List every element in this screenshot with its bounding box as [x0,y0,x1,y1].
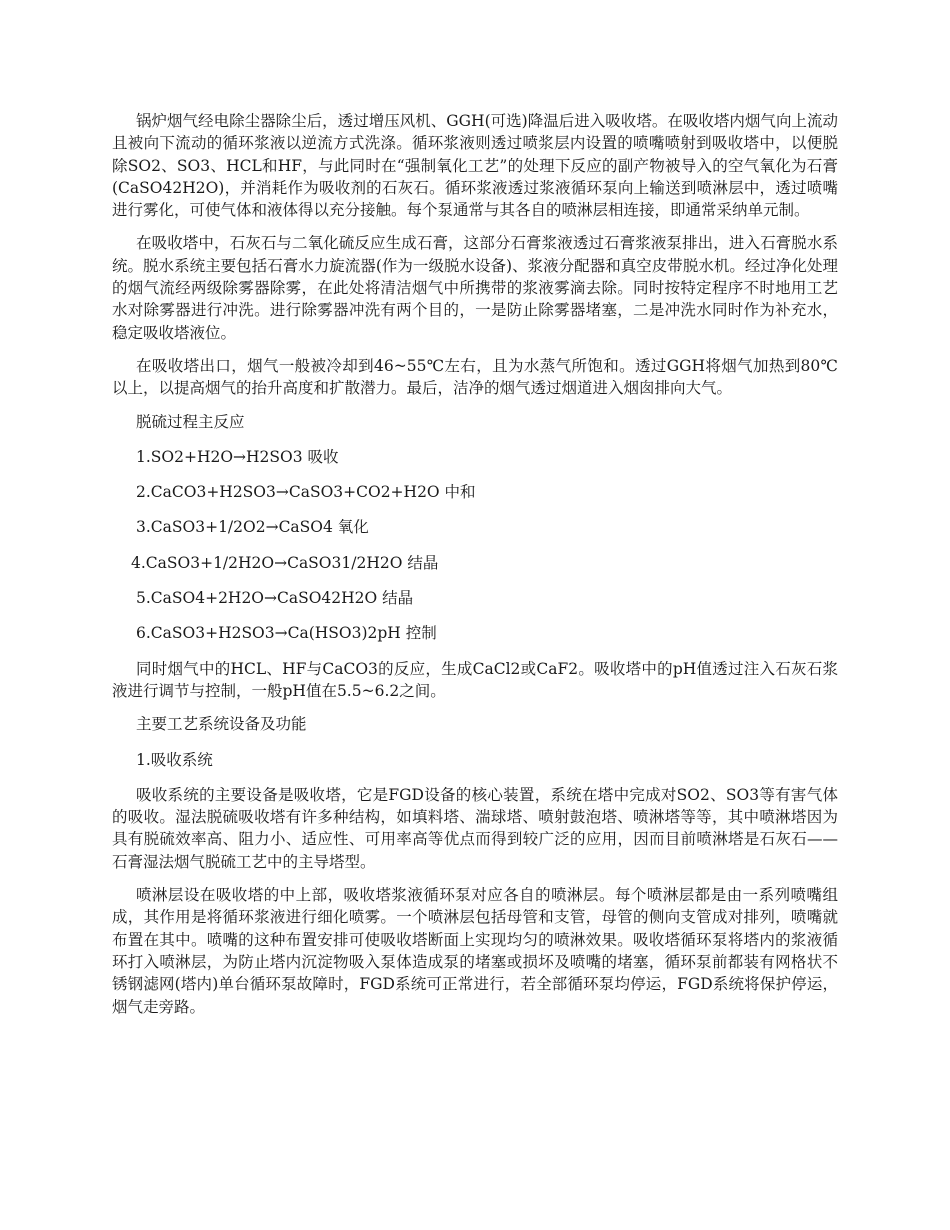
paragraph-ph: 同时烟气中的HCL、HF与CaCO3的反应，生成CaCl2或CaF2。吸收塔中的pH值透过注入石灰石浆液进行调节与控制，一般pH值在5.5~6.2之间。 [112,659,838,700]
subsection-absorption-heading: 1.吸收系统 [136,750,213,769]
reaction-5: 5.CaSO4+2H2O→CaSO42H2O 结晶 [136,589,414,608]
reaction-2: 2.CaCO3+H2SO3→CaSO3+CO2+H2O 中和 [136,483,476,502]
paragraph-absorption: 吸收系统的主要设备是吸收塔，它是FGD设备的核心装置，系统在塔中完成对SO2、SO3等有害气体的吸收。湿法脱硫吸收塔有许多种结构，如填料塔、湍球塔、喷射鼓泡塔、喷淋塔等等，其中喷淋塔因为具有脱硫效率高、阻力小、适应性、可用率高等优点而得到较广泛的应用，因而目前喷淋塔是石灰石——石膏湿法烟气脱硫工艺中的主导塔型。 [112,785,838,871]
reactions-heading: 脱硫过程主反应 [136,412,245,431]
paragraph-intro: 锅炉烟气经电除尘器除尘后，透过增压风机、GGH(可选)降温后进入吸收塔。在吸收塔内烟气向上流动且被向下流动的循环浆液以逆流方式洗涤。循环浆液则透过喷浆层内设置的喷嘴喷射到吸收塔中，以便脱除SO2、SO3、HCL和HF，与此同时在“强制氧化工艺”的处理下反应的副产物被导入的空气氧化为石膏(CaSO42H2O)，并消耗作为吸收剂的石灰石。循环浆液透过浆液循环泵向上输送到喷淋层中，透过喷嘴进行雾化，可使气体和液体得以充分接触。每个泵通常与其各自的喷淋层相连接，即通常采纳单元制。 [112,112,838,220]
paragraph-gypsum: 在吸收塔中，石灰石与二氧化硫反应生成石膏，这部分石膏浆液透过石膏浆液泵排出，进入石膏脱水系统。脱水系统主要包括石膏水力旋流器(作为一级脱水设备)、浆液分配器和真空皮带脱水机。经过净化处理的烟气流经两级除雾器除雾，在此处将清洁烟气中所携带的浆液雾滴去除。同时按特定程序不时地用工艺水对除雾器进行冲洗。进行除雾器冲洗有两个目的，一是防止除雾器堵塞，二是冲洗水同时作为补充水，稳定吸收塔液位。 [112,234,838,342]
paragraph-spray: 喷淋层设在吸收塔的中上部，吸收塔浆液循环泵对应各自的喷淋层。每个喷淋层都是由一系列喷嘴组成，其作用是将循环浆液进行细化喷雾。一个喷淋层包括母管和支管，母管的侧向支管成对排列，喷嘴就布置在其中。喷嘴的这种布置安排可使吸收塔断面上实现均匀的喷淋效果。吸收塔循环泵将塔内的浆液循环打入喷淋层，为防止塔内沉淀物吸入泵体造成泵的堵塞或损坏及喷嘴的堵塞，循环泵前都装有网格状不锈钢滤网(塔内)单台循环泵故障时，FGD系统可正常进行，若全部循环泵均停运，FGD系统将保护停运，烟气走旁路。 [112,886,838,1016]
reaction-1: 1.SO2+H2O→H2SO3 吸收 [136,447,339,466]
equipment-heading: 主要工艺系统设备及功能 [136,715,307,734]
reaction-4: 4.CaSO3+1/2H2O→CaSO31/2H2O 结晶 [131,553,439,572]
reaction-6: 6.CaSO3+H2SO3→Ca(HSO3)2pH 控制 [136,624,437,643]
reaction-3: 3.CaSO3+1/2O2→CaSO4 氧化 [136,518,369,537]
document-page [112,110,838,1029]
paragraph-outlet: 在吸收塔出口，烟气一般被冷却到46~55℃左右，且为水蒸气所饱和。透过GGH将烟气加热到80℃以上，以提高烟气的抬升高度和扩散潜力。最后，洁净的烟气透过烟道进入烟囱排向大气。 [112,356,838,398]
